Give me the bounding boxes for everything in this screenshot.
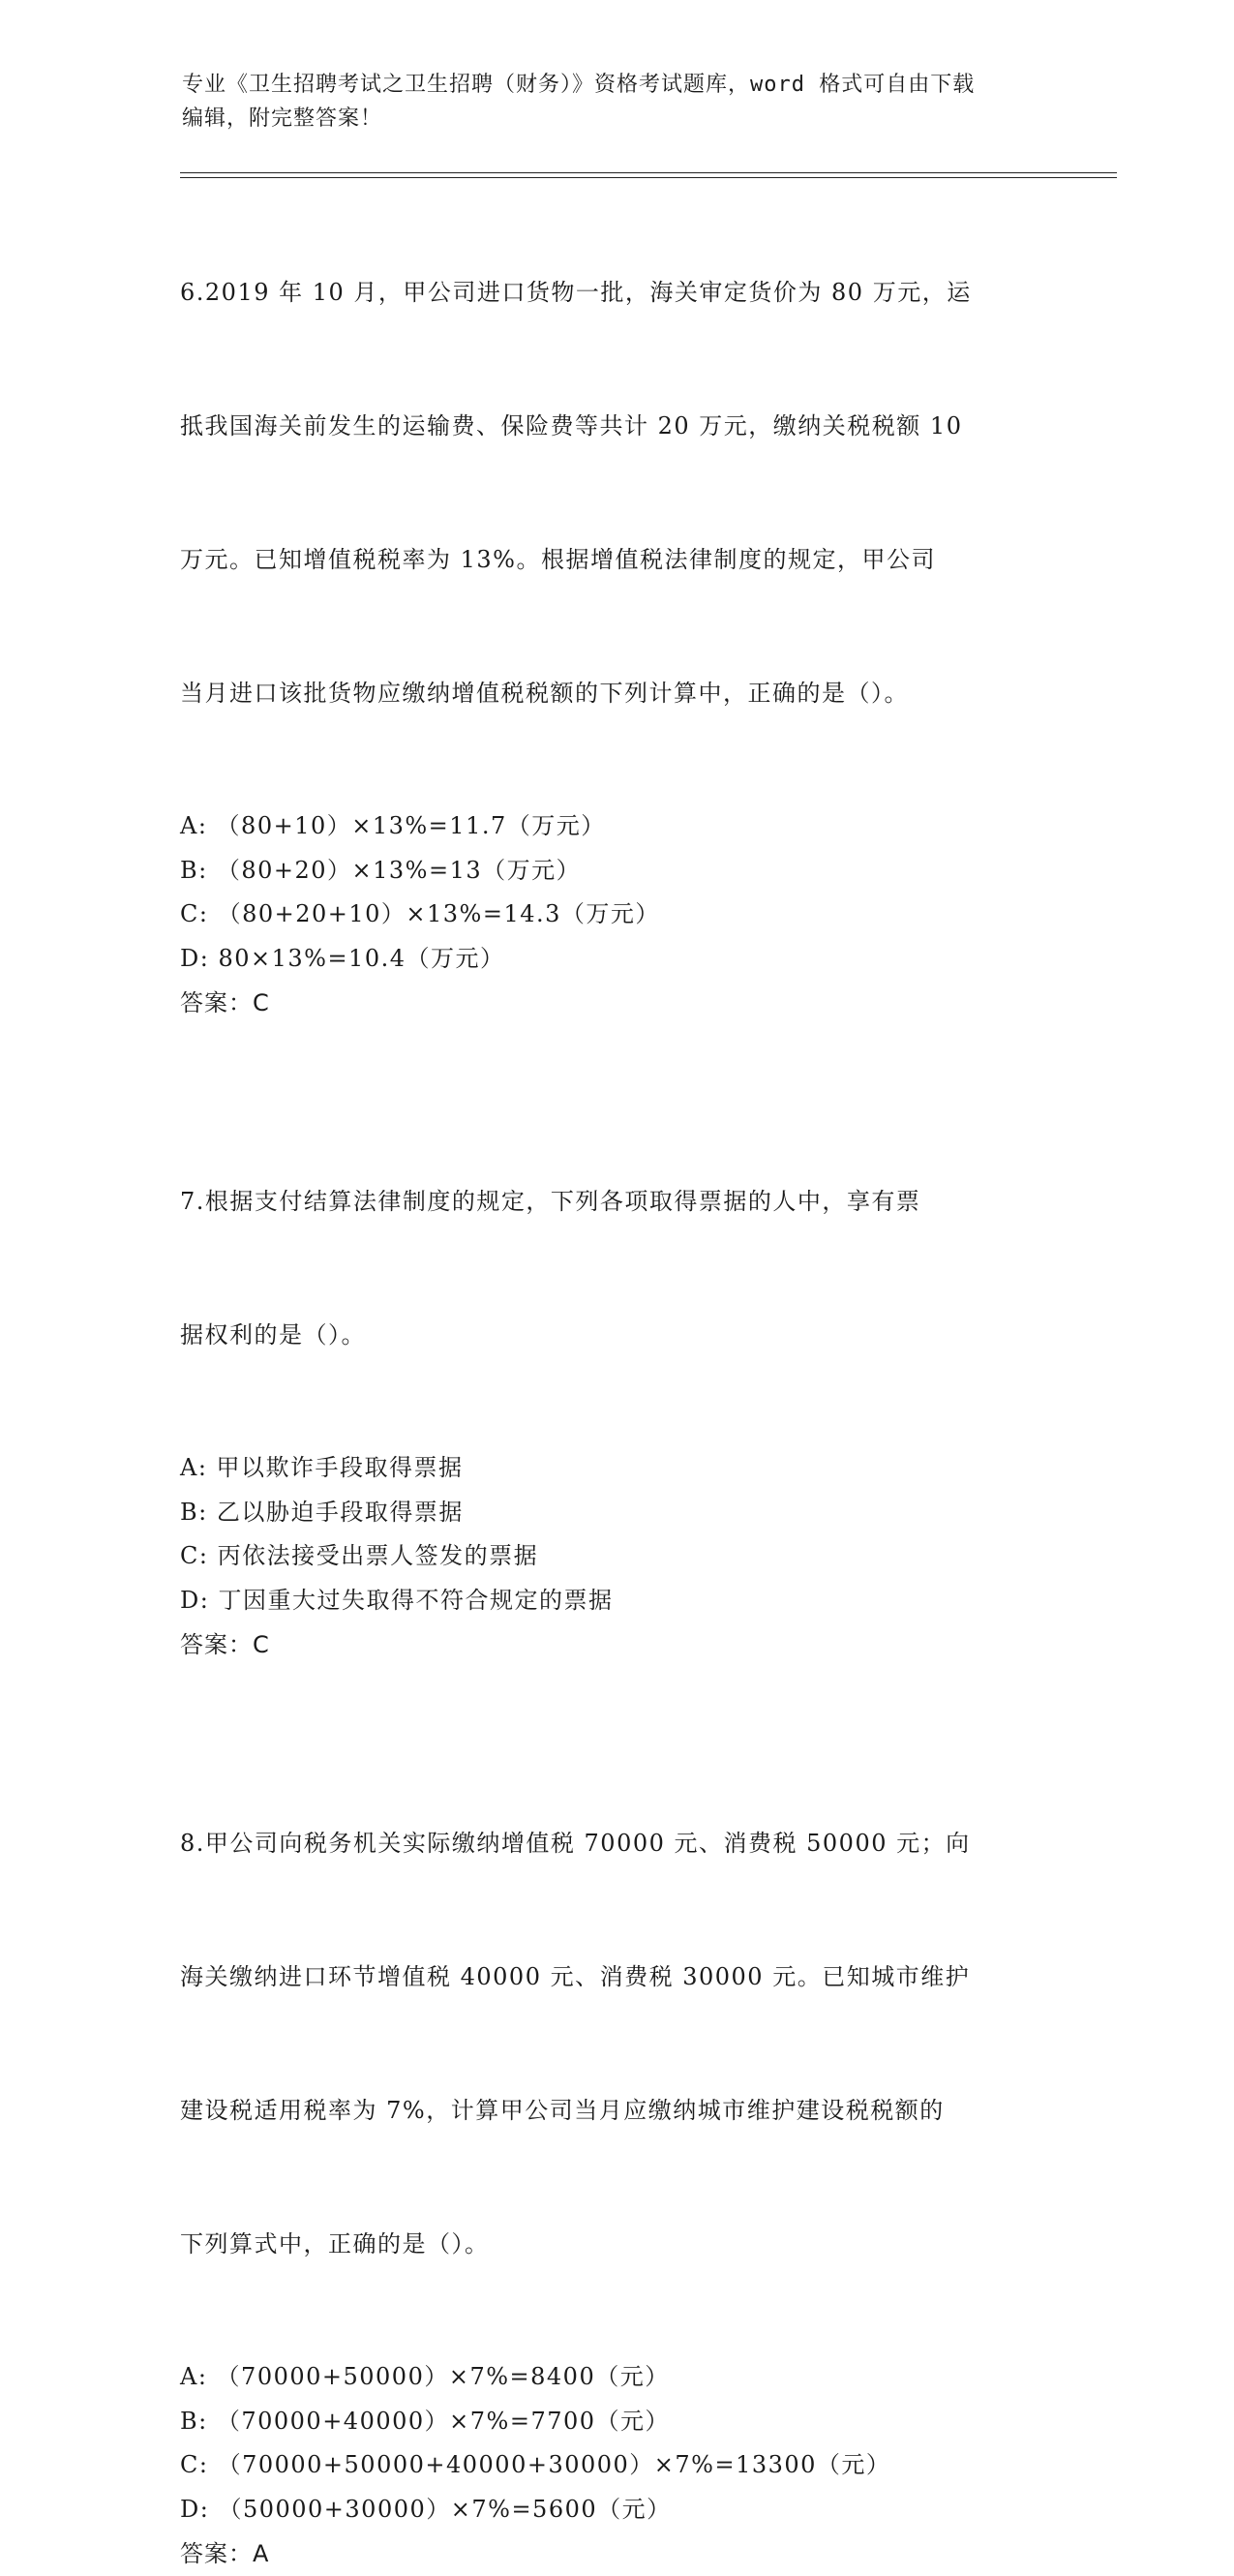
- question-8: [180, 1732, 1051, 2576]
- spacer: [180, 1025, 1051, 1090]
- option-a: A: （70000+50000）×7%=8400（元）: [180, 2363, 670, 2390]
- option-d: D: 80×13%=10.4（万元）: [180, 944, 505, 972]
- option-b: B: （80+20）×13%=13（万元）: [180, 856, 582, 884]
- question-text-line: 海关缴纳进口环节增值税 40000 元、消费税 30000 元。已知城市维护: [180, 1963, 971, 1990]
- option-d: D: 丁因重大过失取得不符合规定的票据: [180, 1586, 614, 1614]
- spacer: [180, 1667, 1051, 1732]
- option-b: B: （70000+40000）×7%=7700（元）: [180, 2407, 671, 2435]
- option-a: A: （80+10）×13%=11.7（万元）: [180, 812, 606, 839]
- header-line-1: 专业《卫生招聘考试之卫生招聘（财务）》资格考试题库，word 格式可自由下载: [182, 73, 976, 97]
- answer-label: 答案：A: [180, 2540, 270, 2567]
- question-text-line: 下列算式中，正确的是（）。: [180, 2230, 490, 2258]
- question-8-text: [180, 1732, 1051, 2355]
- header-divider: [180, 172, 1117, 178]
- header-line-2: 编辑，附完整答案！: [182, 106, 383, 131]
- option-b: B: 乙以胁迫手段取得票据: [180, 1498, 464, 1526]
- question-6: [180, 181, 1051, 1025]
- question-7-text: [180, 1090, 1051, 1446]
- document-header: [182, 68, 1053, 136]
- question-text-line: 抵我国海关前发生的运输费、保险费等共计 20 万元，缴纳关税税额 10: [180, 412, 963, 439]
- option-c: C: 丙依法接受出票人签发的票据: [180, 1542, 539, 1569]
- option-a: A: 甲以欺诈手段取得票据: [180, 1454, 464, 1481]
- question-text-line: 当月进口该批货物应缴纳增值税税额的下列计算中，正确的是（）。: [180, 680, 909, 707]
- question-7: [180, 1090, 1051, 1667]
- question-text-line: 6.2019 年 10 月，甲公司进口货物一批，海关审定货价为 80 万元，运: [180, 279, 972, 306]
- question-text-line: 8.甲公司向税务机关实际缴纳增值税 70000 元、消费税 50000 元；向: [180, 1830, 971, 1857]
- question-text-line: 据权利的是（）。: [180, 1321, 366, 1349]
- answer-label: 答案：C: [180, 1631, 270, 1658]
- question-text-line: 7.根据支付结算法律制度的规定，下列各项取得票据的人中，享有票: [180, 1188, 921, 1215]
- question-6-text: [180, 181, 1051, 804]
- option-d: D: （50000+30000）×7%=5600（元）: [180, 2495, 672, 2523]
- answer-label: 答案：C: [180, 989, 270, 1016]
- question-list: [180, 181, 1051, 2576]
- option-c: C: （70000+50000+40000+30000）×7%=13300（元）: [180, 2451, 891, 2478]
- question-text-line: 万元。已知增值税税率为 13%。根据增值税法律制度的规定，甲公司: [180, 546, 936, 573]
- question-text-line: 建设税适用税率为 7%，计算甲公司当月应缴纳城市维护建设税税额的: [180, 2097, 945, 2124]
- option-c: C: （80+20+10）×13%=14.3（万元）: [180, 900, 660, 927]
